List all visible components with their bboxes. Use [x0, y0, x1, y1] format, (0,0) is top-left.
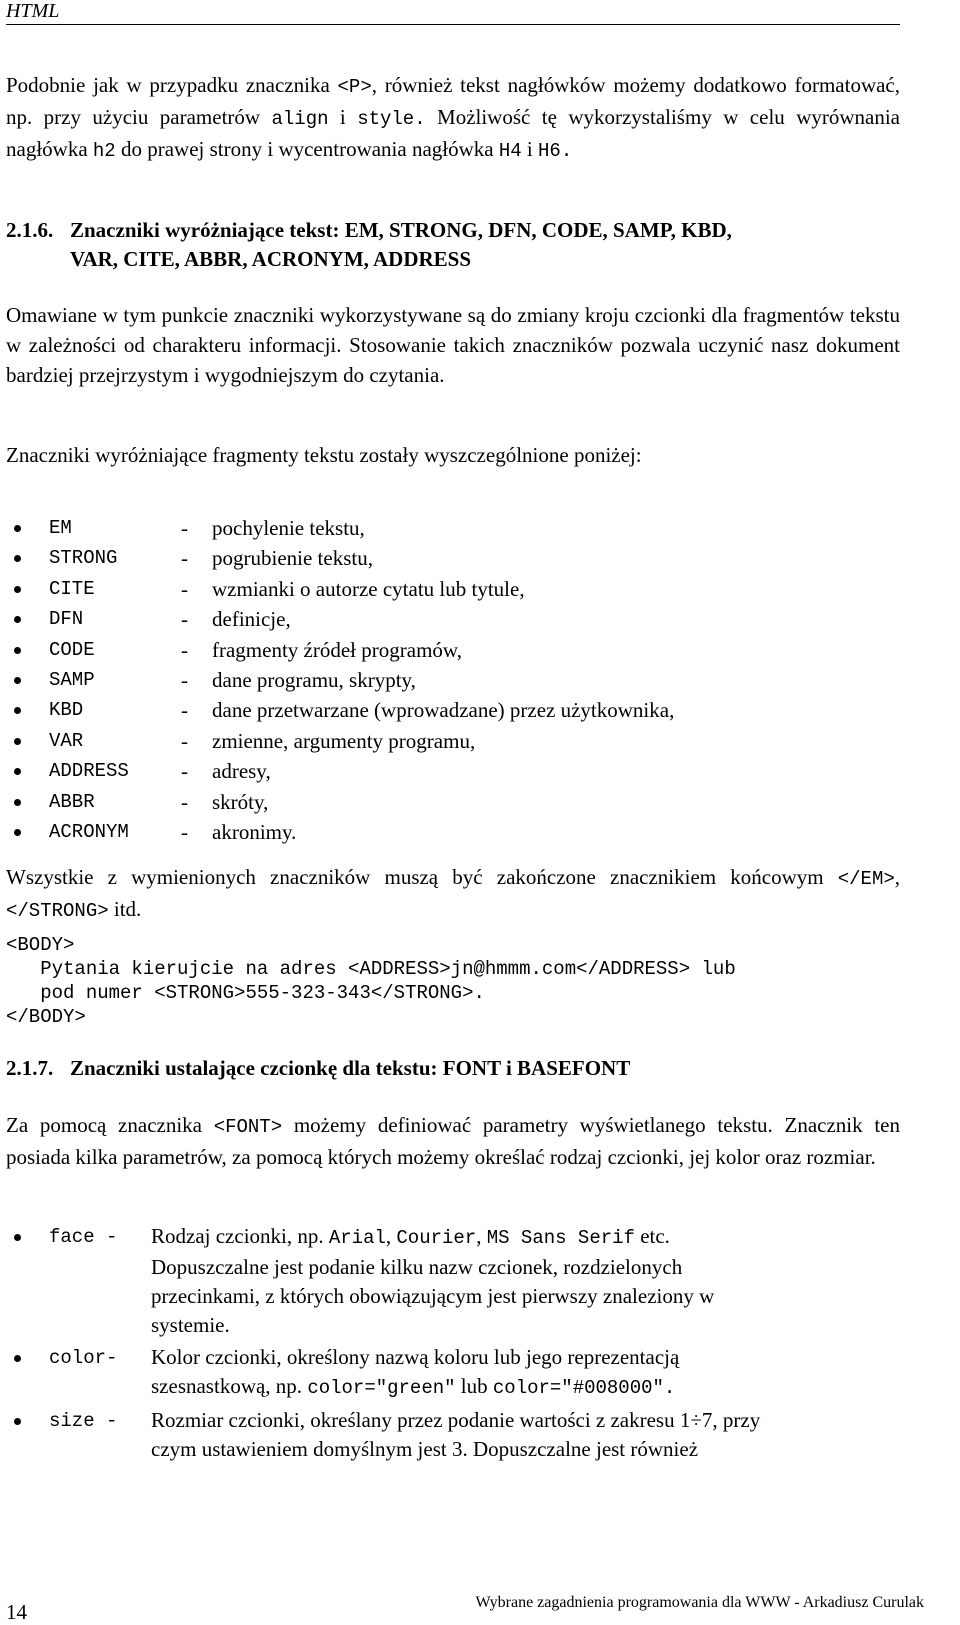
bullet-icon	[14, 647, 21, 654]
section-title-line1: Znaczniki wyróżniające tekst: EM, STRONG, DFN, CODE, SAMP, KBD,	[70, 218, 732, 242]
code-example	[6, 933, 736, 1029]
bullet-icon	[14, 829, 21, 836]
code-line: Pytania kierujcie na adres <ADDRESS>jn@hmmm.com</ADDRESS> lub	[6, 958, 736, 980]
code-line: </BODY>	[6, 1006, 86, 1028]
bullet-icon	[14, 525, 21, 532]
section-title-line2: VAR, CITE, ABBR, ACRONYM, ADDRESS	[70, 247, 472, 271]
paragraph-list-intro: Znaczniki wyróżniające fragmenty tekstu zostały wyszczególnione poniżej:	[6, 443, 642, 467]
footer-book-title: Wybrane zagadnienia programowania dla WWW - Arkadiusz Curulak	[475, 1594, 924, 1611]
page-number: 14	[6, 1600, 27, 1624]
intro-paragraph: Podobnie jak w przypadku znacznika <P>, również tekst nagłówków możemy dodatkowo formatować, np. przy użyciu parametrów align i style. Możliwość tę wykorzystaliśmy w celu wyrównania nagłówka h2 do prawej strony i wycentrowania nagłówka H4 i H6.	[6, 73, 901, 162]
section-title: Znaczniki ustalające czcionkę dla tekstu: FONT i BASEFONT	[70, 1056, 631, 1080]
section-heading-2-1-7	[6, 1054, 900, 1083]
bullet-icon	[14, 1418, 21, 1425]
bullet-icon	[14, 799, 21, 806]
bullet-icon	[14, 677, 21, 684]
bullet-icon	[14, 1234, 21, 1241]
bullet-icon	[14, 555, 21, 562]
section-number: 2.1.7.	[6, 1056, 54, 1080]
section-number: 2.1.6.	[6, 218, 54, 242]
param-item-color: color- Kolor czcionki, określony nazwą koloru lub jego reprezentacją szesnastkową, np. color=″green″ lub color=″#008000″.	[6, 1343, 900, 1403]
bullet-icon	[14, 616, 21, 623]
paragraph-description: Omawiane w tym punkcie znaczniki wykorzystywane są do zmiany kroju czcionki dla fragmentów tekstu w zależności od charakteru informacji. Stosowanie takich znaczników pozwala uczynić nasz dokument bardziej przejrzystym i wygodniejszym do czytania.	[6, 303, 900, 387]
bullet-icon	[14, 1355, 21, 1362]
bullet-icon	[14, 707, 21, 714]
bullet-icon	[14, 768, 21, 775]
code-line: pod numer <STRONG>555-323-343</STRONG>.	[6, 982, 485, 1004]
paragraph-font-intro: Za pomocą znacznika <FONT> możemy definiować parametry wyświetlanego tekstu. Znacznik ten posiada kilka parametrów, za pomocą których możemy określać rodzaj czcionki, jej kolor oraz rozmiar.	[6, 1113, 900, 1169]
paragraph-closing-tags: Wszystkie z wymienionych znaczników muszą być zakończone znacznikiem końcowym </EM>, </STRONG> itd.	[6, 865, 900, 922]
font-parameter-list	[6, 1222, 900, 1467]
bullet-icon	[14, 738, 21, 745]
param-item-face: face - Rodzaj czcionki, np. Arial, Courier, MS Sans Serif etc. Dopuszczalne jest podanie kilku nazw czcionek, rozdzielonych przecinkami, z których obowiązującym jest pierwszy znaleziony w systemie.	[6, 1222, 900, 1340]
code-line: <BODY>	[6, 934, 75, 956]
header-rule	[6, 24, 900, 25]
param-item-size: size - Rozmiar czcionki, określany przez podanie wartości z zakresu 1÷7, przy czym ustawieniem domyślnym jest 3. Dopuszczalne jest również	[6, 1406, 900, 1464]
section-heading-2-1-6	[6, 216, 900, 274]
running-header: HTML	[6, 0, 60, 22]
bullet-icon	[14, 586, 21, 593]
